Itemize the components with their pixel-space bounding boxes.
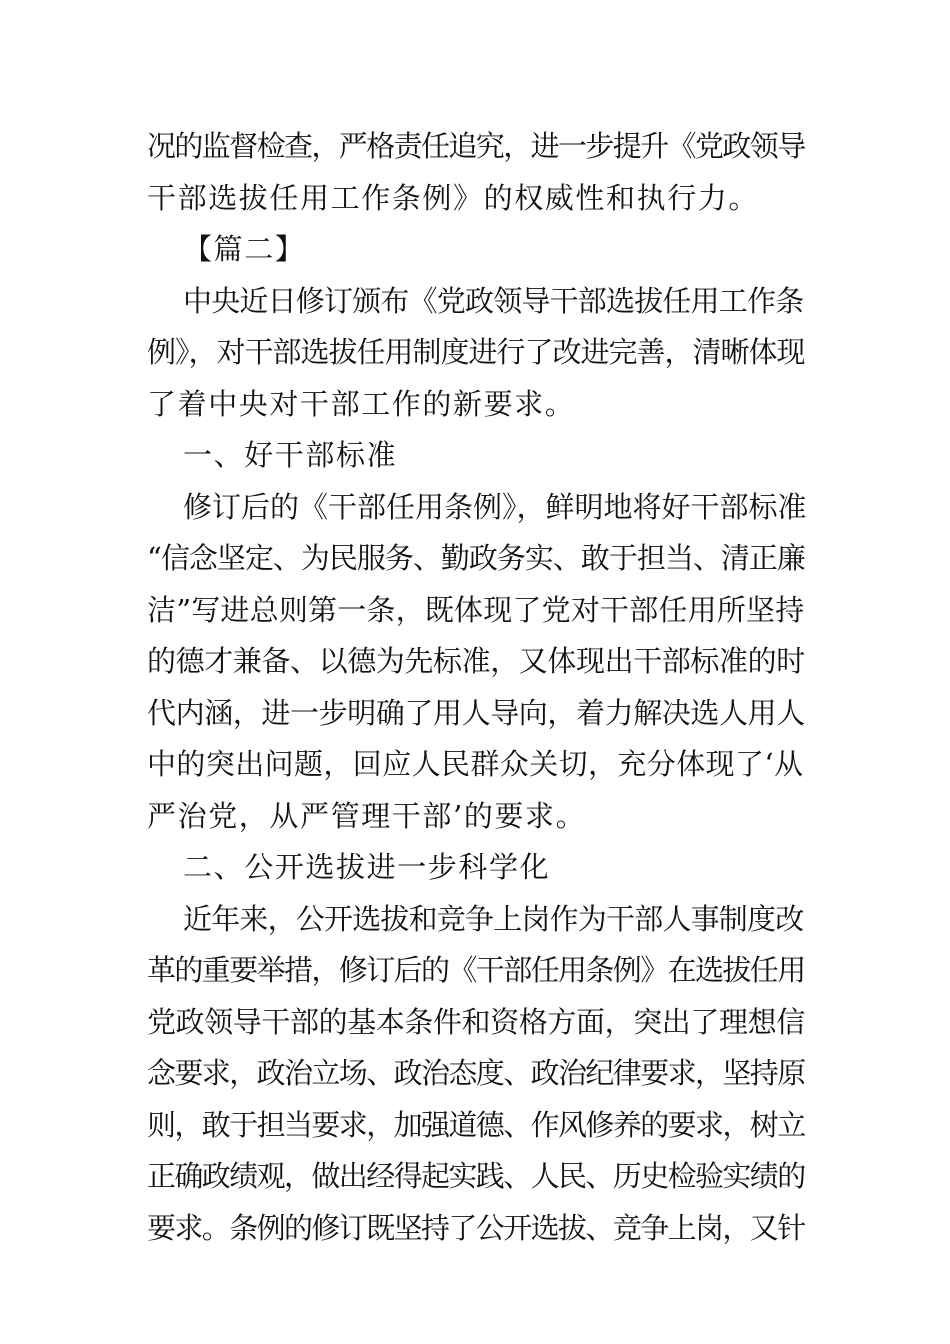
text-line: 了着中央对干部工作的新要求。 [147, 386, 576, 421]
section-heading: 【篇二】 [183, 232, 306, 266]
text-line: 洁”写进总则第一条，既体现了党对干部任用所坚持 [147, 592, 805, 627]
text-line: 的德才兼备、以德为先标准，又体现出干部标准的时 [147, 644, 805, 678]
text-line: 况的监督检查，严格责任追究，进一步提升《党政领导 [147, 129, 805, 163]
text-line: 念要求，政治立场、政治态度、政治纪律要求，坚持原 [147, 1056, 805, 1090]
text-line: 近年来，公开选拔和竞争上岗作为干部人事制度改 [183, 901, 804, 936]
text-line: 则，敢于担当要求，加强道德、作风修养的要求，树立 [147, 1107, 805, 1142]
text-line: 例》，对干部选拔任用制度进行了改进完善，清晰体现 [147, 335, 805, 369]
text-line: 中的突出问题，回应人民群众关切，充分体现了‘从 [147, 747, 804, 781]
text-line: 中央近日修订颁布《党政领导干部选拔任用工作条 [183, 283, 804, 318]
document-body [147, 121, 807, 1254]
text-line: “信念坚定、为民服务、勤政务实、敢于担当、清正廉 [147, 541, 805, 575]
text-line: 要求。条例的修订既坚持了公开选拔、竞争上岗，又针 [147, 1210, 805, 1245]
text-line: 革的重要举措，修订后的《干部任用条例》在选拔任用 [147, 953, 805, 987]
text-line: 代内涵，进一步明确了用人导向，着力解决选人用人 [147, 695, 805, 730]
subheading: 一、好干部标准 [183, 438, 398, 472]
text-line: 正确政绩观，做出经得起实践、人民、历史检验实绩的 [147, 1159, 805, 1193]
text-line: 严治党，从严管理干部’的要求。 [147, 798, 587, 833]
text-line: 修订后的《干部任用条例》，鲜明地将好干部标准 [183, 489, 807, 524]
text-line: 干部选拔任用工作条例》的权威性和执行力。 [147, 180, 760, 215]
subheading: 二、公开选拔进一步科学化 [183, 850, 551, 884]
text-line: 党政领导干部的基本条件和资格方面，突出了理想信 [147, 1004, 805, 1039]
